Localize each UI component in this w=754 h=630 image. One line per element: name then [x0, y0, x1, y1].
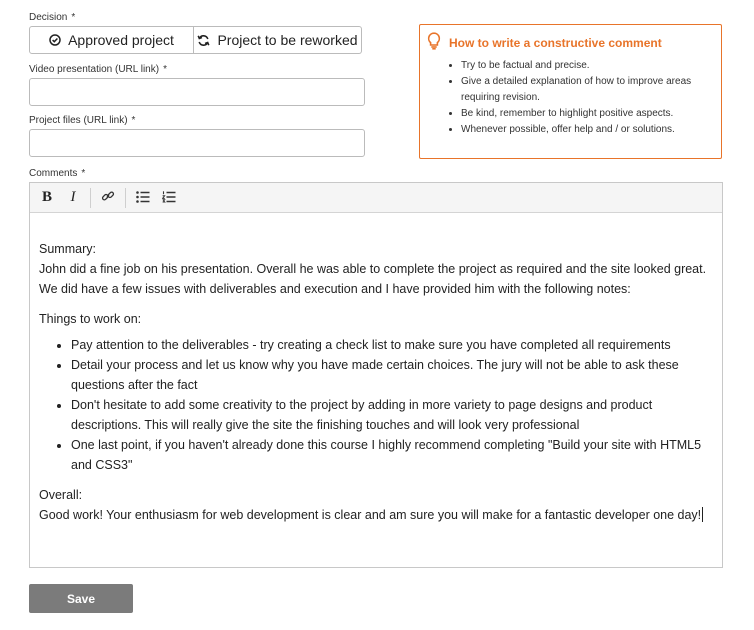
decision-label-text: Decision [29, 12, 68, 23]
approved-project-label: Approved project [68, 32, 174, 48]
tips-title: How to write a constructive comment [449, 36, 662, 50]
approved-project-button[interactable] [29, 26, 194, 54]
tips-item: • Give a detailed explanation of how to improve areas requiring revision. [461, 74, 713, 106]
summary-text: John did a fine job on his presentation. Overall he was able to complete the project as required and the site looked great. We did have a few issues with deliverables and execution and I have provided him with the following notes: [39, 262, 707, 296]
tips-item: • Try to be factual and precise. [461, 58, 713, 74]
tips-item: • Be kind, remember to highlight positive aspects. [461, 106, 713, 122]
comments-label-text: Comments [29, 168, 78, 179]
required-mark: * [131, 115, 136, 126]
project-to-be-reworked-button[interactable] [194, 26, 362, 54]
editor-content[interactable] [30, 213, 722, 525]
bold-button[interactable]: B [41, 189, 52, 205]
required-mark: * [81, 168, 86, 179]
work-item: • Detail your process and let us know why you have made certain choices. The jury will not be able to ask these questions after the fact [71, 355, 712, 395]
decision-label [29, 12, 75, 23]
lightbulb-icon [427, 32, 441, 55]
check-circle-icon [49, 34, 61, 46]
bullet-list-button[interactable] [130, 186, 156, 210]
editor-toolbar [30, 183, 722, 213]
required-mark: * [163, 64, 167, 75]
work-item: • Don't hesitate to add some creativity to the project by adding in more variety to page designs and product descriptions. This will really give the site the finishing touches and will look very professional [71, 395, 712, 435]
numbered-list-button[interactable] [156, 186, 182, 210]
comments-editor [29, 182, 723, 568]
files-url-input[interactable] [29, 129, 365, 157]
decision-toggle-group [29, 26, 362, 54]
work-item: • One last point, if you haven't already done this course I highly recommend completing "Build your site with HTML5 and CSS3" [71, 435, 712, 475]
numbered-list-icon [162, 190, 176, 206]
work-list [71, 335, 712, 475]
comments-label [29, 168, 85, 179]
required-mark: * [71, 12, 76, 23]
video-label-text: Video presentation (URL link) [29, 64, 160, 75]
work-heading: Things to work on: [39, 312, 142, 326]
project-to-be-reworked-label: Project to be reworked [217, 32, 358, 48]
tips-box [419, 24, 722, 159]
video-label [29, 64, 167, 75]
toolbar-divider [125, 188, 126, 208]
overall-heading: Overall: [39, 488, 83, 502]
work-item: • Pay attention to the deliverables - try creating a check list to make sure you have completed all requirements [71, 335, 712, 355]
files-label [29, 115, 135, 126]
overall-text: Good work! Your enthusiasm for web development is clear and am sure you will make for a fantastic developer one day! [39, 508, 702, 522]
refresh-icon [197, 34, 210, 47]
link-button[interactable] [95, 186, 121, 210]
files-label-text: Project files (URL link) [29, 115, 128, 126]
link-icon [101, 189, 115, 206]
italic-button[interactable]: I [70, 189, 76, 205]
save-button[interactable]: Save [29, 584, 133, 613]
overall-line [39, 505, 712, 525]
summary-heading: Summary: [39, 242, 96, 256]
bullet-list-icon [136, 190, 150, 206]
tips-list [461, 58, 713, 138]
toolbar-divider [90, 188, 91, 208]
text-cursor [702, 507, 703, 522]
tips-item: • Whenever possible, offer help and / or solutions. [461, 122, 713, 138]
video-url-input[interactable] [29, 78, 365, 106]
